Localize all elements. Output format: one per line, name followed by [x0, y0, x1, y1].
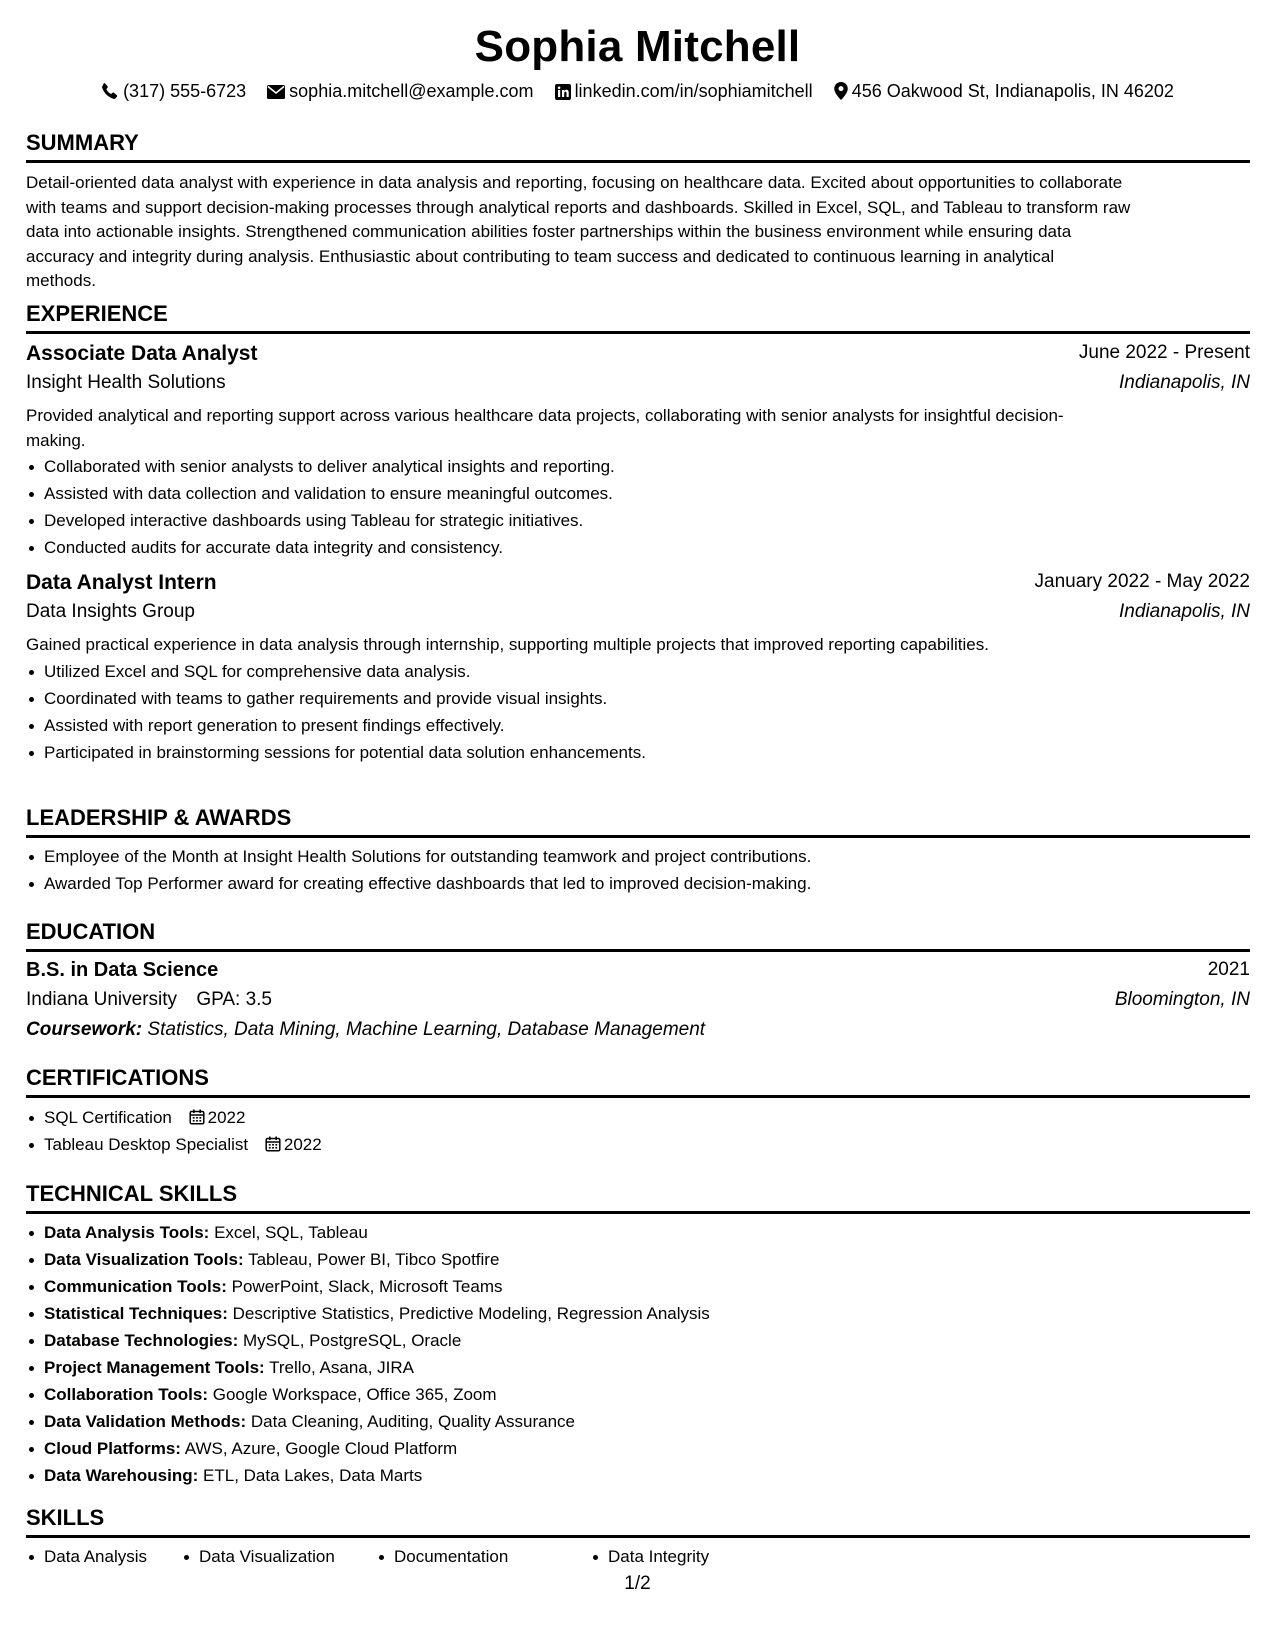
section-title: LEADERSHIP & AWARDS — [26, 804, 1250, 838]
job-dates: January 2022 - May 2022 — [1034, 571, 1250, 592]
job-description — [26, 633, 1250, 658]
skill-values: AWS, Azure, Google Cloud Platform — [184, 1439, 458, 1458]
skill-category: Project Management Tools: — [44, 1358, 265, 1377]
calendar-icon — [265, 1136, 281, 1152]
envelope-icon — [267, 84, 285, 100]
job-description-line: Gained practical experience in data analysis through internship, supporting multiple projects that improved reporting capabilities. — [26, 635, 989, 654]
list-item: Data Visualization — [181, 1543, 335, 1570]
skill-values: ETL, Data Lakes, Data Marts — [203, 1466, 423, 1485]
section-title: TECHNICAL SKILLS — [26, 1180, 1250, 1214]
leadership-section — [26, 804, 1250, 897]
job-company: Insight Health Solutions — [26, 372, 226, 393]
section-title: SKILLS — [26, 1504, 1250, 1538]
section-title: EDUCATION — [26, 918, 1250, 952]
coursework-line — [26, 1019, 1250, 1049]
skill-category: Statistical Techniques: — [44, 1304, 228, 1323]
skill-category: Database Technologies: — [44, 1331, 239, 1350]
phone-text: (317) 555-6723 — [123, 80, 247, 101]
summary-section — [26, 129, 1250, 294]
skill-category: Communication Tools: — [44, 1277, 227, 1296]
job-location: Indianapolis, IN — [1119, 601, 1250, 622]
skill-values: PowerPoint, Slack, Microsoft Teams — [231, 1277, 503, 1296]
contact-phone[interactable] — [101, 81, 246, 102]
list-item — [26, 1273, 1250, 1300]
job-description-line: Provided analytical and reporting support across various healthcare data projects, collaborating with senior analysts for insightful decision- — [26, 406, 1064, 425]
list-item — [26, 1300, 1250, 1327]
list-item: Data Analysis — [26, 1543, 147, 1570]
skill-values: Google Workspace, Office 365, Zoom — [212, 1385, 497, 1404]
section-title: CERTIFICATIONS — [26, 1064, 1250, 1098]
linkedin-icon — [555, 84, 571, 100]
candidate-name: Sophia Mitchell — [474, 22, 801, 71]
summary-line: Detail-oriented data analyst with experience in data analysis and reporting, focusing on healthcare data. Excited about opportunities to collaborate — [26, 173, 1123, 192]
skill-category: Data Validation Methods: — [44, 1412, 247, 1431]
calendar-icon — [189, 1109, 205, 1125]
certification-name: Tableau Desktop Specialist — [44, 1135, 249, 1154]
skills-list — [26, 1543, 1250, 1570]
list-item — [26, 1104, 1250, 1131]
list-item: Coordinated with teams to gather requirements and provide visual insights. — [26, 685, 1250, 712]
summary-line: with teams and support decision-making processes through analytical reports and dashboards. Skilled in Excel, SQL, and Tableau to transform raw — [26, 197, 1131, 217]
list-item: Documentation — [376, 1543, 508, 1570]
list-item: Assisted with data collection and validation to ensure meaningful outcomes. — [26, 480, 1250, 507]
job-role: Data Analyst Intern — [26, 571, 217, 594]
skill-values: Data Cleaning, Auditing, Quality Assurance — [250, 1412, 576, 1431]
contact-address — [834, 81, 1174, 102]
list-item: Data Integrity — [590, 1543, 709, 1570]
summary-text — [26, 171, 1250, 294]
list-item: Participated in brainstorming sessions for potential data solution enhancements. — [26, 739, 1250, 766]
list-item — [26, 1408, 1250, 1435]
technical-skills-list — [26, 1219, 1250, 1489]
school-location: Bloomington, IN — [1114, 989, 1250, 1010]
experience-section — [26, 300, 1250, 766]
certification-name: SQL Certification — [44, 1108, 172, 1127]
summary-line: accuracy and integrity during analysis. Enthusiastic about contributing to team success and dedicated to continuous learning in analytical — [26, 246, 1055, 266]
address-text: 456 Oakwood St, Indianapolis, IN 46202 — [851, 80, 1174, 101]
skill-values: Excel, SQL, Tableau — [214, 1223, 368, 1242]
list-item — [26, 1462, 1250, 1489]
summary-line: data into actionable insights. Strengthened communication abilities foster partnerships within the business environment while ensuring data — [26, 222, 1072, 241]
list-item: Conducted audits for accurate data integrity and consistency. — [26, 534, 1250, 561]
job-description — [26, 404, 1250, 453]
skill-category: Cloud Platforms: — [44, 1439, 181, 1458]
degree: B.S. in Data Science — [26, 959, 219, 981]
skill-category: Data Visualization Tools: — [44, 1250, 244, 1269]
skill-category: Collaboration Tools: — [44, 1385, 209, 1404]
list-item — [26, 1381, 1250, 1408]
certifications-section — [26, 1064, 1250, 1158]
list-item: Utilized Excel and SQL for comprehensive data analysis. — [26, 658, 1250, 685]
list-item — [26, 1246, 1250, 1273]
gpa: GPA: 3.5 — [196, 989, 272, 1010]
job-entry — [26, 571, 1250, 766]
contact-email[interactable] — [267, 81, 533, 102]
list-item: Assisted with report generation to present findings effectively. — [26, 712, 1250, 739]
map-pin-icon — [834, 82, 848, 100]
technical-skills-section — [26, 1180, 1250, 1489]
section-title: SUMMARY — [26, 129, 1250, 163]
skill-values: Tableau, Power BI, Tibco Spotfire — [248, 1250, 500, 1269]
certifications-list — [26, 1104, 1250, 1158]
list-item — [26, 1327, 1250, 1354]
job-bullets — [26, 453, 1250, 561]
list-item: Collaborated with senior analysts to deliver analytical insights and reporting. — [26, 453, 1250, 480]
skill-values: MySQL, PostgreSQL, Oracle — [243, 1331, 462, 1350]
contact-linkedin[interactable] — [555, 81, 813, 102]
school-name: Indiana University — [26, 989, 178, 1010]
graduation-year: 2021 — [1207, 959, 1250, 980]
skill-category: Data Warehousing: — [44, 1466, 199, 1485]
job-entry — [26, 342, 1250, 561]
education-section — [26, 918, 1250, 1049]
coursework: Statistics, Data Mining, Machine Learning, Database Management — [147, 1019, 706, 1040]
job-bullets — [26, 658, 1250, 766]
list-item — [26, 1354, 1250, 1381]
email-text: sophia.mitchell@example.com — [289, 80, 534, 101]
list-item — [26, 1435, 1250, 1462]
leadership-list — [26, 843, 1250, 897]
job-company: Data Insights Group — [26, 601, 195, 622]
certification-year: 2022 — [207, 1108, 246, 1127]
job-dates: June 2022 - Present — [1078, 342, 1250, 363]
skill-category: Data Analysis Tools: — [44, 1223, 210, 1242]
certification-year: 2022 — [283, 1135, 322, 1154]
list-item: Developed interactive dashboards using Tableau for strategic initiatives. — [26, 507, 1250, 534]
contact-bar — [0, 80, 1275, 102]
phone-icon — [101, 82, 119, 100]
school-line — [26, 989, 272, 1011]
coursework-label: Coursework: — [26, 1019, 143, 1040]
job-role: Associate Data Analyst — [26, 342, 258, 365]
skills-section — [26, 1504, 1250, 1570]
job-location: Indianapolis, IN — [1119, 372, 1250, 393]
skill-values: Trello, Asana, JIRA — [269, 1358, 415, 1377]
list-item: Employee of the Month at Insight Health Solutions for outstanding teamwork and project contributions. — [26, 843, 1250, 870]
linkedin-text: linkedin.com/in/sophiamitchell — [574, 80, 813, 101]
job-description-line: making. — [26, 430, 86, 450]
section-title: EXPERIENCE — [26, 300, 1250, 334]
summary-line: methods. — [26, 271, 96, 290]
list-item — [26, 1131, 1250, 1158]
page-number: 1/2 — [624, 1573, 651, 1594]
list-item: Awarded Top Performer award for creating effective dashboards that led to improved decision-making. — [26, 870, 1250, 897]
list-item — [26, 1219, 1250, 1246]
skill-values: Descriptive Statistics, Predictive Modeling, Regression Analysis — [232, 1304, 710, 1323]
